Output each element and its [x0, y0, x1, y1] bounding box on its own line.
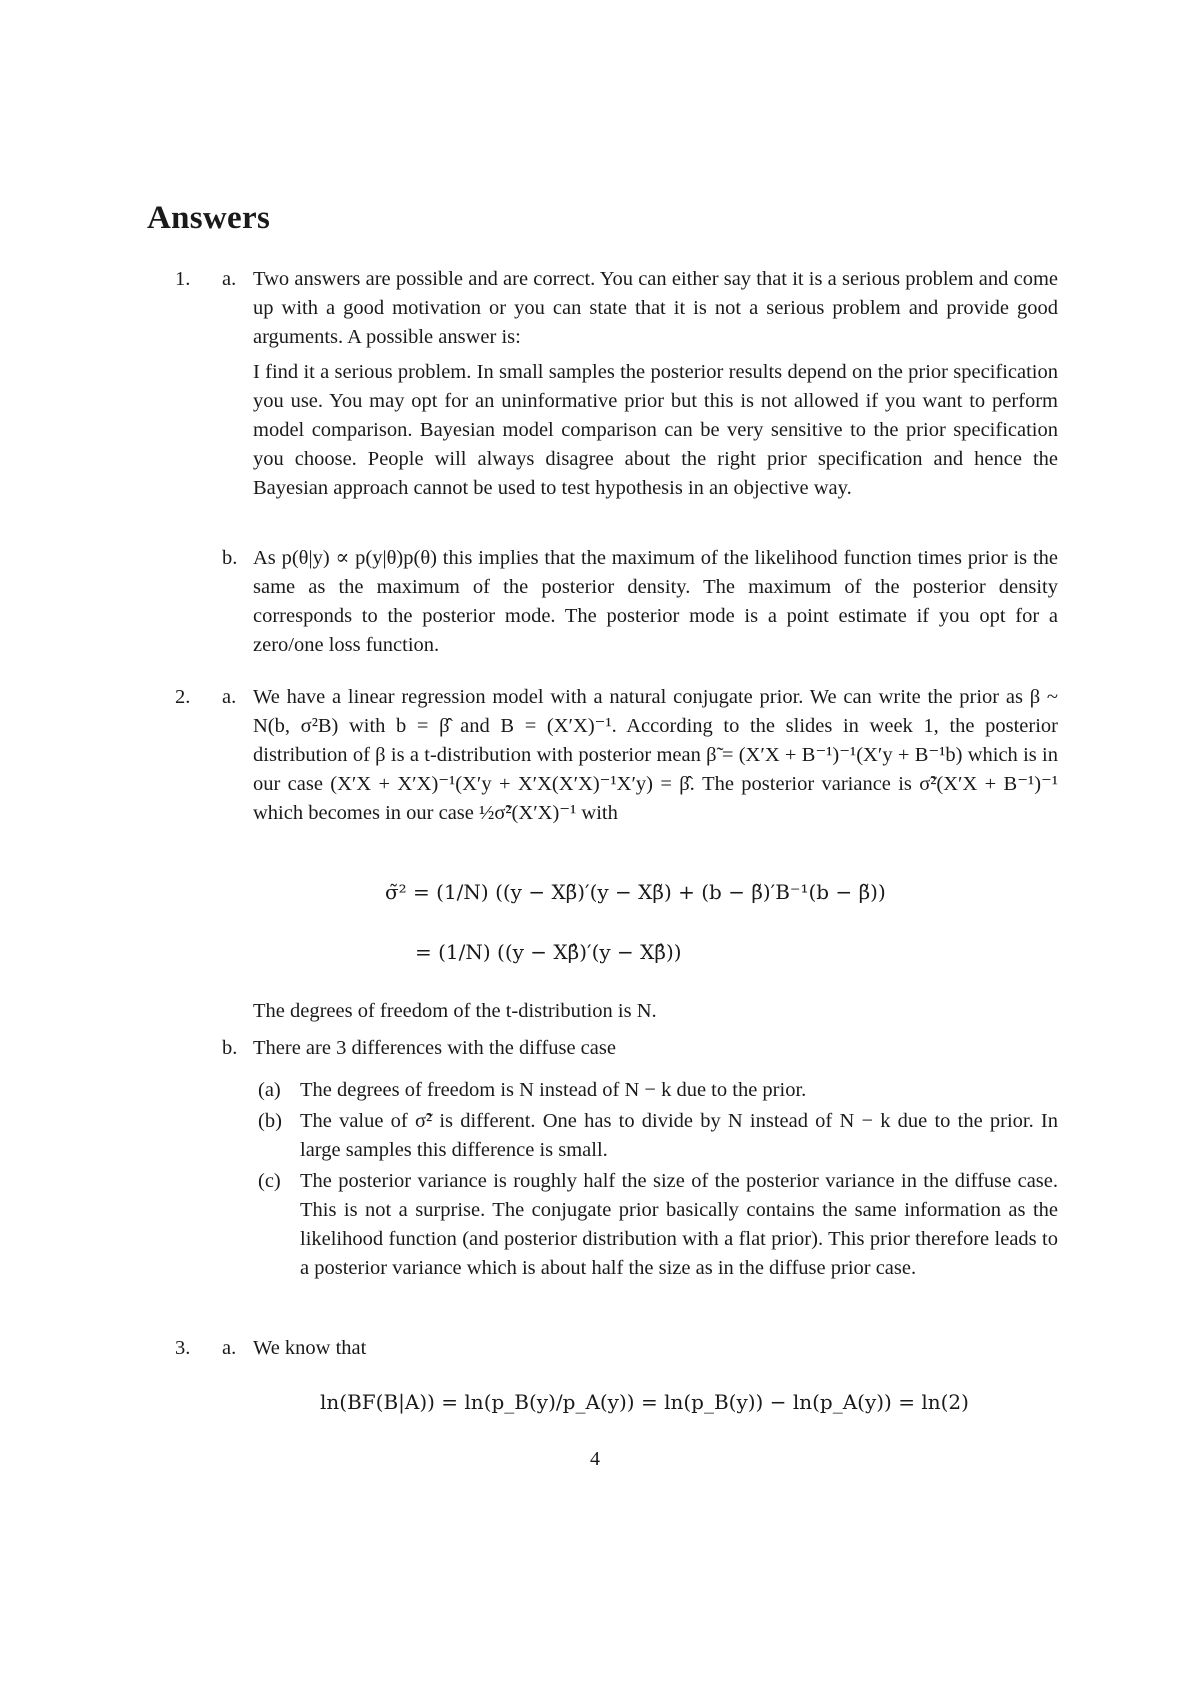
q1a-label: a.	[222, 268, 237, 290]
q2b-item-b-text: The value of σ̃² is different. One has to divide by N instead of N − k due to the prior. In large samples this difference is small.	[300, 1110, 1058, 1161]
section-title: Answers	[147, 200, 271, 236]
q2b-item-a-label: (a)	[258, 1079, 281, 1101]
question-2-number: 2.	[175, 686, 191, 708]
equation-bayes-factor: ln(BF(B|A)) = ln(p_B(y)/p_A(y)) = ln(p_B(y)) − ln(p_A(y)) = ln(2)	[320, 1390, 969, 1414]
q2b-item-a	[300, 1076, 1058, 1105]
question-3-number: 3.	[175, 1337, 191, 1359]
q2b-item-a-text: The degrees of freedom is N instead of N − k due to the prior.	[300, 1079, 807, 1101]
q2b-label: b.	[222, 1037, 238, 1059]
q2b-item-b-label: (b)	[258, 1110, 282, 1132]
q3a-body	[253, 1334, 1058, 1363]
q1a-paragraph-1: Two answers are possible and are correct. You can either say that it is a serious problem and come up with a good motivation or you can state that it is not a serious problem and provide good arguments. A possible answer is:	[253, 268, 1058, 348]
equation-sigma-line-1: σ̃² = (1/N) ((y − Xβ̃)′(y − Xβ̃) + (b − β̃)′B⁻¹(b − β̃))	[385, 880, 886, 904]
q2b-item-b	[300, 1107, 1058, 1165]
q2b-paragraph: There are 3 differences with the diffuse case	[253, 1037, 616, 1059]
q2b-body	[253, 1034, 1058, 1063]
q1b-label: b.	[222, 547, 238, 569]
q1b-paragraph: As p(θ|y) ∝ p(y|θ)p(θ) this implies that the maximum of the likelihood function times prior is the same as the maximum of the posterior density. The maximum of the posterior density corresponds to the posterior mode. The posterior mode is a point estimate if you opt for a zero/one loss function.	[253, 547, 1058, 656]
question-1-number: 1.	[175, 268, 191, 290]
q1a-body	[253, 265, 1058, 503]
q2a-dof	[253, 997, 1058, 1026]
q3a-paragraph: We know that	[253, 1337, 367, 1359]
q2a-paragraph-1: We have a linear regression model with a natural conjugate prior. We can write the prior as β ~ N(b, σ²B) with b = β̂ and B = (X′X)⁻¹. According to the slides in week 1, the posterior distribution of β is a t-distribution with posterior mean β̃ = (X′X + B⁻¹)⁻¹(X′y + B⁻¹b) which is in our case (X′X + X′X)⁻¹(X′y + X′X(X′X)⁻¹X′y) = β̂. The posterior variance is σ̃²(X′X + B⁻¹)⁻¹ which becomes in our case ½σ̃²(X′X)⁻¹ with	[253, 686, 1058, 824]
q2b-item-c-label: (c)	[258, 1170, 281, 1192]
q3a-label: a.	[222, 1337, 237, 1359]
q2a-body	[253, 683, 1058, 828]
q2a-paragraph-2: The degrees of freedom of the t-distribution is N.	[253, 1000, 657, 1022]
q1a-paragraph-2: I find it a serious problem. In small samples the posterior results depend on the prior specification you use. You may opt for an uninformative prior but this is not allowed if you want to perform model comparison. Bayesian model comparison can be very sensitive to the prior specification you choose. People will always disagree about the right prior specification and hence the Bayesian approach cannot be used to test hypothesis in an objective way.	[253, 361, 1058, 499]
q2b-item-c-text: The posterior variance is roughly half the size of the posterior variance in the diffuse case. This is not a surprise. The conjugate prior basically contains the same information as the likelihood function (and posterior distribution with a flat prior). This prior therefore leads to a posterior variance which is about half the size as in the diffuse prior case.	[300, 1170, 1058, 1279]
q2b-item-c	[300, 1167, 1058, 1283]
page-number: 4	[590, 1448, 600, 1470]
q1b-body	[253, 544, 1058, 660]
equation-sigma-line-2: = (1/N) ((y − Xβ̂)′(y − Xβ̂))	[415, 940, 682, 964]
q2a-label: a.	[222, 686, 237, 708]
